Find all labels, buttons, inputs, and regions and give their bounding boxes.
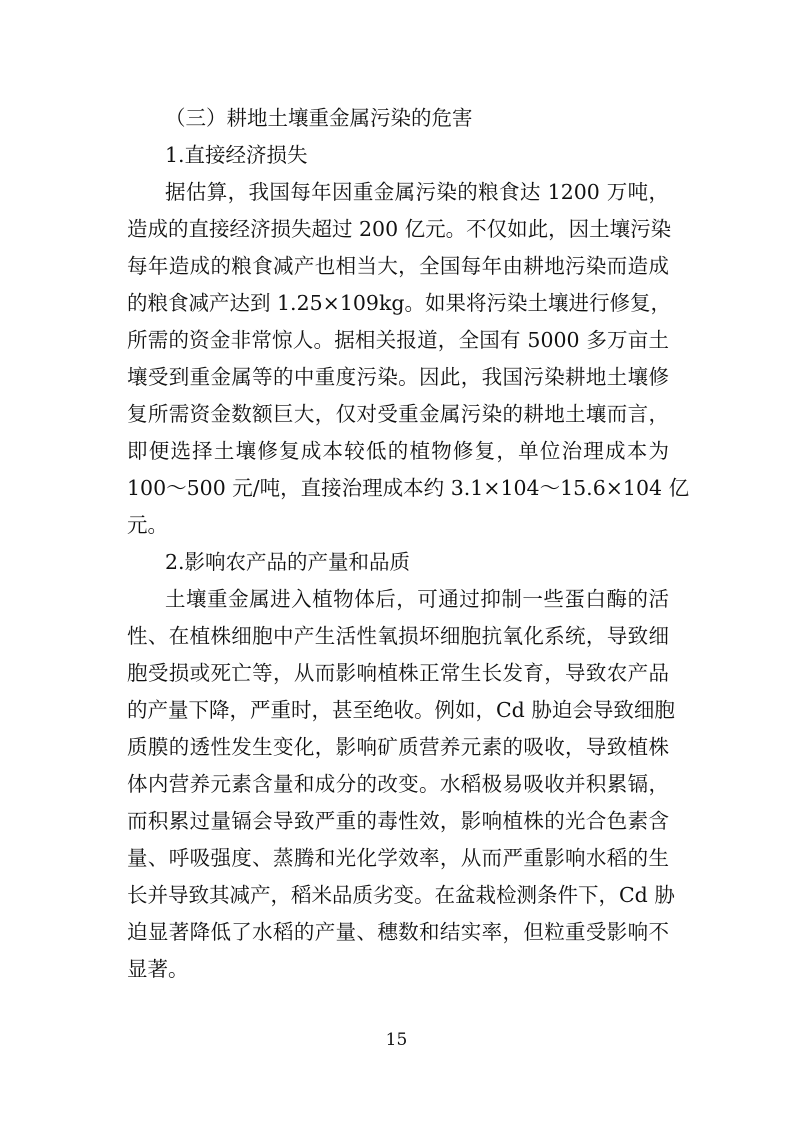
text-line: 的产量下降，严重时，甚至绝收。例如，Cd 胁迫会导致细胞 bbox=[127, 698, 675, 722]
paragraph bbox=[127, 581, 675, 988]
text-line: 显著。 bbox=[127, 957, 189, 981]
text-line: 迫显著降低了水稻的产量、穗数和结实率，但粒重受影响不 bbox=[127, 920, 669, 944]
text-line: 长并导致其减产，稻米品质劣变。在盆栽检测条件下，Cd 胁 bbox=[127, 883, 675, 907]
text-line: 壤受到重金属等的中重度污染。因此，我国污染耕地土壤修 bbox=[127, 365, 669, 389]
page-number: 15 bbox=[385, 1030, 408, 1050]
text-line: 的粮食减产达到 1.25×109kg。如果将污染土壤进行修复， bbox=[127, 291, 672, 315]
text-line: 造成的直接经济损失超过 200 亿元。不仅如此，因土壤污染 bbox=[127, 217, 672, 241]
text-line: 每年造成的粮食减产也相当大，全国每年由耕地污染而造成 bbox=[127, 254, 669, 278]
text-line: 100～500 元/吨，直接治理成本约 3.1×104～15.6×104 亿 bbox=[127, 476, 690, 500]
text-line: 复所需资金数额巨大，仅对受重金属污染的耕地土壤而言， bbox=[127, 402, 669, 426]
text-line: 即便选择土壤修复成本较低的植物修复，单位治理成本为 bbox=[127, 439, 669, 463]
document-body bbox=[127, 100, 690, 988]
text-line: 土壤重金属进入植物体后，可通过抑制一些蛋白酶的活 bbox=[165, 587, 669, 611]
text-line: 2.影响农产品的产量和品质 bbox=[165, 550, 411, 574]
text-line: （三）耕地土壤重金属污染的危害 bbox=[165, 106, 473, 130]
text-line: 所需的资金非常惊人。据相关报道，全国有 5000 多万亩土 bbox=[127, 328, 669, 352]
text-line: 体内营养元素含量和成分的改变。水稻极易吸收并积累镉， bbox=[127, 772, 669, 796]
text-line: 1.直接经济损失 bbox=[165, 143, 308, 167]
section-heading bbox=[127, 544, 669, 581]
paragraph bbox=[127, 174, 690, 544]
section-heading bbox=[127, 100, 669, 137]
text-line: 据估算，我国每年因重金属污染的粮食达 1200 万吨， bbox=[165, 180, 669, 204]
text-line: 质膜的透性发生变化，影响矿质营养元素的吸收，导致植株 bbox=[127, 735, 669, 759]
text-line: 胞受损或死亡等，从而影响植株正常生长发育，导致农产品 bbox=[127, 661, 669, 685]
text-line: 而积累过量镉会导致严重的毒性效，影响植株的光合色素含 bbox=[127, 809, 669, 833]
section-heading bbox=[127, 137, 669, 174]
text-line: 量、呼吸强度、蒸腾和光化学效率，从而严重影响水稻的生 bbox=[127, 846, 669, 870]
text-line: 元。 bbox=[127, 513, 168, 537]
text-line: 性、在植株细胞中产生活性氧损坏细胞抗氧化系统，导致细 bbox=[127, 624, 669, 648]
